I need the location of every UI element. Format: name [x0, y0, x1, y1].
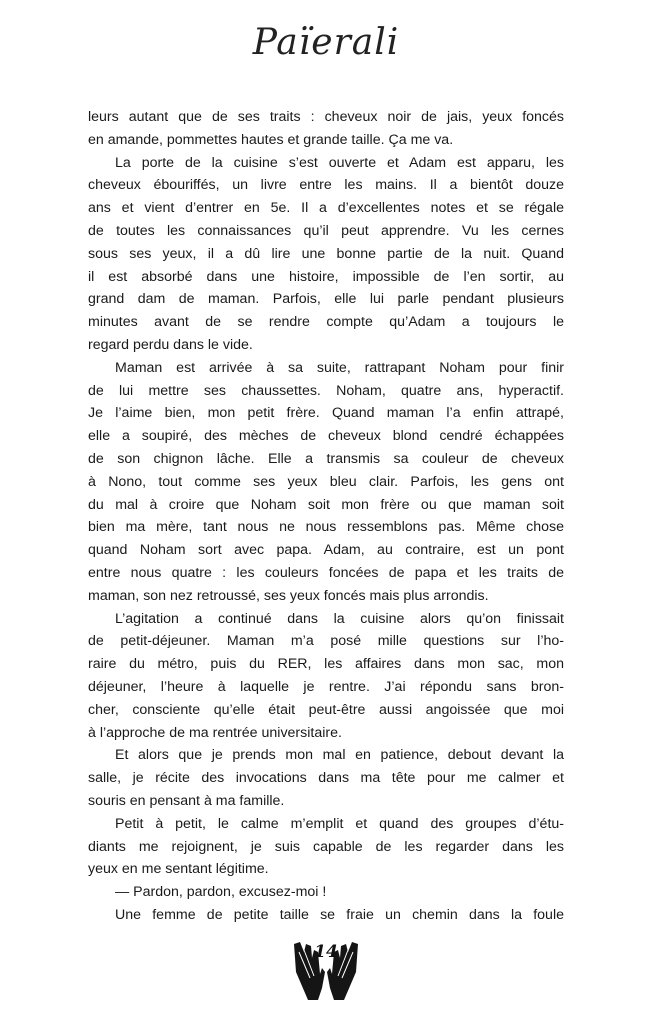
- text-line: Je l’aime bien, mon petit frère. Quand maman l’a enfin attrapé,: [88, 405, 564, 422]
- page-number: 14: [314, 942, 338, 962]
- text-line: à Nono, tout comme ses yeux bleu clair. Parfois, les gens ont: [88, 473, 564, 490]
- text-line: regard perdu dans le vide.: [88, 336, 253, 353]
- text-line: Une femme de petite taille se fraie un chemin dans la foule: [115, 906, 564, 923]
- text-line: diants me rejoignent, je suis capable de les regarder dans les: [88, 838, 564, 855]
- text-line: Maman est arrivée à sa suite, rattrapant Noham pour finir: [115, 359, 564, 376]
- text-line: — Pardon, pardon, excusez-moi !: [115, 884, 327, 901]
- text-line: raire du métro, puis du RER, les affaires dans mon sac, mon: [88, 656, 564, 673]
- text-line: entre nous quatre : les couleurs foncées de papa et les traits de: [88, 564, 564, 581]
- text-line: de toutes les connaissances qu’il peut apprendre. Vu les cernes: [88, 222, 564, 239]
- text-line: déjeuner, l’heure à laquelle je rentre. J’ai répondu sans bron-: [88, 678, 564, 695]
- text-line: du mal à croire que Noham soit mon frère ou que maman soit: [88, 496, 564, 513]
- text-line: souris en pensant à ma famille.: [88, 792, 285, 809]
- text-line: salle, je récite des invocations dans ma tête pour me calmer et: [88, 770, 564, 787]
- text-line: leurs autant que de ses traits : cheveux noir de jais, yeux foncés: [88, 109, 564, 125]
- page-footer: [0, 938, 652, 1004]
- text-line: minutes avant de se rendre compte qu’Adam a toujours le: [88, 314, 564, 331]
- text-line: à l’approche de ma rentrée universitaire.: [88, 724, 342, 741]
- text-line: sous ses yeux, il a dû lire une bonne partie de la nuit. Quand: [88, 245, 564, 262]
- open-hands-icon: [288, 938, 364, 1004]
- text-line: de lui mettre ses chaussettes. Noham, quatre ans, hyperactif.: [88, 382, 564, 399]
- text-line: cheveux ébouriffés, un livre entre les mains. Il a bientôt douze: [88, 177, 564, 194]
- text-line: il est absorbé dans une histoire, impossible de l’en sortir, au: [88, 268, 564, 285]
- text-line: cher, consciente qu’elle était peut-être aussi angoissée que moi: [88, 701, 564, 718]
- book-title-logo: Païerali: [252, 22, 400, 63]
- text-line: de petit-déjeuner. Maman m’a posé mille questions sur l’ho-: [88, 633, 564, 650]
- text-line: bien ma mère, tant nous ne nous ressemblons pas. Même chose: [88, 519, 564, 536]
- page-body-text: [88, 106, 564, 927]
- text-line: La porte de la cuisine s’est ouverte et Adam est apparu, les: [115, 154, 564, 171]
- text-line: L’agitation a continué dans la cuisine alors qu’on finissait: [115, 610, 564, 627]
- text-line: quand Noham sort avec papa. Adam, au contraire, est un pont: [88, 542, 564, 559]
- text-line: ans et vient d’entrer en 5e. Il a d’excellentes notes et se régale: [88, 200, 564, 217]
- text-line: maman, son nez retroussé, ses yeux foncés mais plus arrondis.: [88, 587, 489, 604]
- text-line: Et alors que je prends mon mal en patience, debout devant la: [115, 747, 564, 764]
- text-line: yeux en me sentant légitime.: [88, 861, 269, 878]
- text-line: Petit à petit, le calme m’emplit et quand des groupes d’étu-: [115, 815, 564, 832]
- text-line: elle a soupiré, des mèches de cheveux blond cendré échappées: [88, 428, 564, 445]
- text-line: de son chignon lâche. Elle a transmis sa couleur de cheveux: [88, 450, 564, 467]
- text-line: en amande, pommettes hautes et grande taille. Ça me va.: [88, 131, 454, 148]
- text-line: grand dam de maman. Parfois, elle lui parle pendant plusieurs: [88, 291, 564, 308]
- book-header: [0, 22, 652, 63]
